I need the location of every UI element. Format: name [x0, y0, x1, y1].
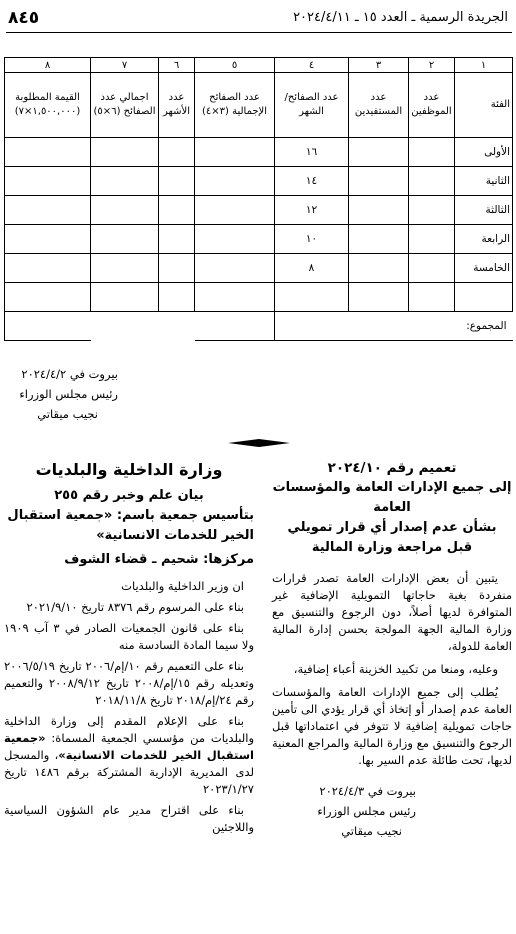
paragraph: بناء على قانون الجمعيات الصادر في ٣ آب ١٩٠٩ ولا سيما المادة السادسة منه — [4, 621, 254, 652]
col-header: عدد الموظفين — [409, 73, 455, 138]
per-month-cell: ٨ — [275, 254, 349, 283]
col-header: عدد الصفائح الإجمالية (٣×٤) — [195, 73, 275, 138]
signature-role: رئيس مجلس الوزراء — [19, 387, 118, 401]
col-header: عدد الصفائح/الشهر — [275, 73, 349, 138]
per-month-cell: ١٦ — [275, 138, 349, 167]
col-number: ١ — [455, 58, 513, 73]
table-row — [5, 167, 513, 196]
ministry-title: وزارة الداخلية والبلديات — [35, 460, 223, 479]
col-number: ٥ — [195, 58, 275, 73]
paragraph: ان وزير الداخلية والبلديات — [121, 579, 244, 593]
signature-name: نجيب ميقاتي — [37, 407, 98, 421]
col-header: اجمالي عدد الصفائح (٦×٥) — [91, 73, 159, 138]
category-cell: الأولى — [455, 138, 513, 167]
section-divider — [228, 432, 290, 440]
table-row — [5, 225, 513, 254]
category-cell: الثالثة — [455, 196, 513, 225]
table-row — [5, 254, 513, 283]
header-title: الجريدة الرسمية ـ العدد ١٥ ـ ٢٠٢٤/٤/١١ — [293, 10, 508, 25]
category-cell: الرابعة — [455, 225, 513, 254]
table-row — [5, 138, 513, 167]
quota-table — [4, 57, 513, 341]
signature-block — [272, 781, 512, 841]
col-header: عدد الأشهر — [159, 73, 195, 138]
circular-title: تعميم رقم ٢٠٢٤/١٠ — [327, 460, 457, 476]
col-header: الفئة — [455, 73, 513, 138]
header-rule — [6, 32, 512, 33]
headquarters-line: مركزها: شحيم ـ قضاء الشوف — [64, 552, 254, 567]
col-header: القيمة المطلوبة (١,٥٠٠,٠٠٠×٧) — [5, 73, 91, 138]
col-number: ٦ — [159, 58, 195, 73]
signature-date: بيروت في ٢٠٢٤/٤/٣ — [319, 784, 416, 798]
association-name: «جمعية استقبال الخير للخدمات الانسانية» — [4, 731, 254, 762]
ministry-column — [4, 458, 254, 836]
col-number: ٢ — [409, 58, 455, 73]
signature-role: رئيس مجلس الوزراء — [317, 804, 416, 818]
signature-date: بيروت في ٢٠٢٤/٤/٢ — [21, 367, 118, 381]
col-header: عدد المستفيدين — [349, 73, 409, 138]
per-month-cell: ١٢ — [275, 196, 349, 225]
circular-subject: بشأن عدم إصدار أي قرار تمويلي — [287, 520, 497, 535]
page-header — [6, 8, 512, 30]
table-row — [5, 283, 513, 312]
circular-subject: قبل مراجعة وزارة المالية — [311, 540, 473, 555]
col-number: ٤ — [275, 58, 349, 73]
paragraph: بناء على الإعلام المقدم إلى وزارة الداخلية والبلديات من مؤسسي الجمعية المسماة: «جمعية استقبال الخير للخدمات الانسانية»، والمسجل لدى المديرية الإدارية المشتركة برقم ١٤٨٦ تاريخ ٢٠٢٣/١/٢٧ — [4, 714, 254, 796]
category-cell: الخامسة — [455, 254, 513, 283]
table-row — [5, 196, 513, 225]
category-cell: الثانية — [455, 167, 513, 196]
circular-recipient: إلى جميع الإدارات العامة والمؤسسات العامة — [272, 480, 512, 515]
notice-title: بيان علم وخبر رقم ٢٥٥ — [54, 488, 204, 503]
paragraph: بناء على المرسوم رقم ٨٣٧٦ تاريخ ٢٠٢١/٩/١٠ — [26, 600, 244, 614]
category-cell — [455, 283, 513, 312]
col-number: ٧ — [91, 58, 159, 73]
paragraph: وعليه، ومنعا من تكبيد الخزينة أعباء إضافية، — [293, 662, 498, 676]
circular-column — [272, 458, 512, 841]
paragraph: يُطلب إلى جميع الإدارات العامة والمؤسسات العامة عدم إصدار أو إتخاذ أي قرار يؤدي الى تأمين حاجات تمويلية إضافية لا تتوفر في اعتماداتها قبل الرجوع والتنسيق مع وزارة المالية والمراجع المعنية لديها، تحت طائلة عدم السير بها. — [272, 685, 512, 767]
paragraph: بناء على اقتراح مدير عام الشؤون السياسية واللاجئين — [4, 803, 254, 834]
total-row — [5, 312, 513, 341]
paragraph: بناء على التعميم رقم ١٠/إم/٢٠٠٦ تاريخ ٢٠٠٦/٥/١٩ وتعديله رقم ١٥/إم/٢٠٠٨ تاريخ ٢٠٠٨/٩/١٢ والتعميم رقم ٢٤/إم/٢٠١٨ تاريخ ٢٠١٨/١١/٨ — [4, 659, 254, 707]
per-month-cell: ١٤ — [275, 167, 349, 196]
per-month-cell — [275, 283, 349, 312]
col-number: ٨ — [5, 58, 91, 73]
signature-name: نجيب ميقاتي — [341, 824, 402, 838]
founding-line: بتأسيس جمعية باسم: «جمعية استقبال الخير للخدمات الانسانية» — [7, 508, 254, 543]
signature-block — [8, 364, 118, 424]
paragraph: يتبين أن بعض الإدارات العامة تصدر قرارات منفردة بغية حاجاتها التمويلية الإضافية غير المتوافرة لديها أصلاً، دون الرجوع والتنسيق مع وزارة المالية الجهة المولجة بحسن إدارة المالية العامة للدولة، — [272, 571, 512, 653]
col-number: ٣ — [349, 58, 409, 73]
page-number: ٨٤٥ — [8, 8, 40, 28]
per-month-cell: ١٠ — [275, 225, 349, 254]
total-label: المجموع: — [275, 312, 513, 341]
